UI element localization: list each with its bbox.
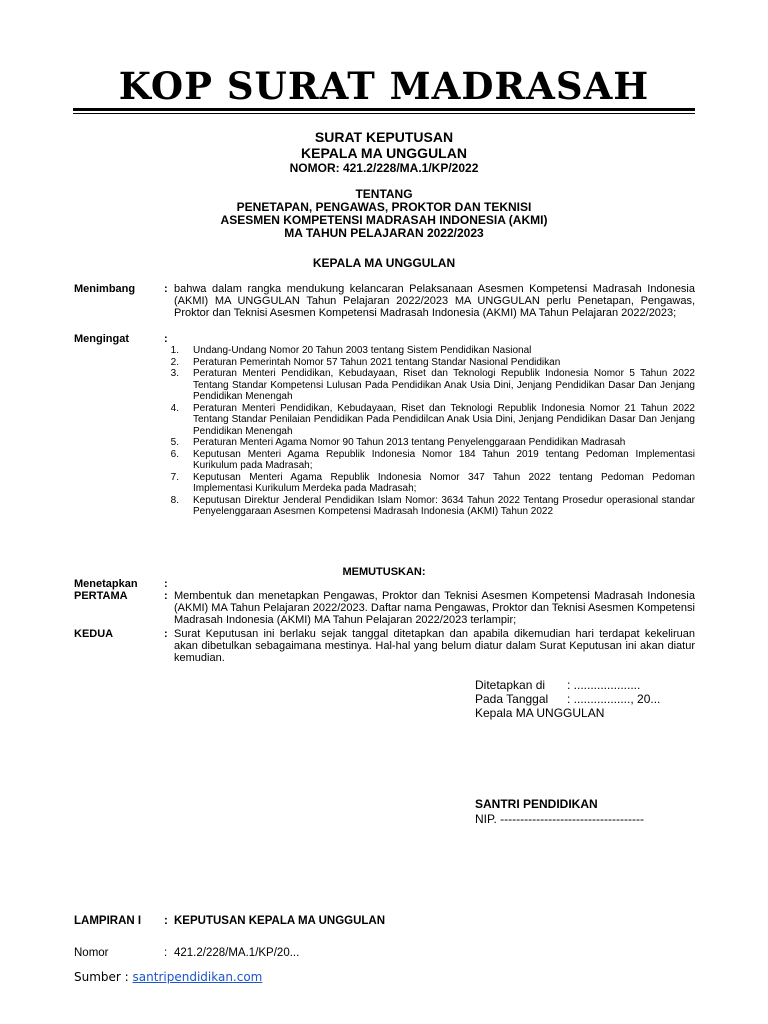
list-item — [166, 345, 695, 357]
mengingat-colon: : — [164, 333, 168, 345]
letterhead-rule-thick — [73, 108, 695, 111]
signature-place — [475, 678, 640, 692]
letterhead-title: KOP SURAT MADRASAH — [118, 64, 650, 108]
item-text: Undang-Undang Nomor 20 Tahun 2003 tentang Sistem Pendidikan Nasional — [193, 345, 532, 356]
memutuskan-heading: MEMUTUSKAN: — [342, 566, 426, 578]
item-number: 6. — [170, 448, 179, 460]
item-text: Peraturan Menteri Pendidikan, Kebudayaan, Riset dan Teknologi Republik Indonesia Nomor 5 Tahun 2022 Tentang Standar Kompetensi Lulusan Pada Pendidikan Anak Usia Dini, Jenjang Pendidikan Dasar Dan Jenjang Pendidikan Menengah — [193, 368, 695, 402]
item-text: Keputusan Menteri Agama Republik Indonesia Nomor 184 Tahun 2019 tentang Pedoman Implementasi Kurikulum pada Madrasah; — [193, 448, 695, 471]
item-number: 8. — [170, 494, 179, 506]
list-item — [166, 357, 695, 369]
nomor-label: Nomor — [74, 947, 109, 959]
place-value: : .................... — [567, 678, 641, 692]
decree-number: NOMOR: 421.2/228/MA.1/KP/2022 — [289, 161, 479, 175]
place-label: Ditetapkan di — [475, 678, 546, 692]
mengingat-list — [166, 345, 695, 518]
menimbang-colon: : — [164, 283, 168, 295]
date-label: Pada Tanggal — [475, 692, 549, 706]
list-item — [166, 403, 695, 438]
item-number: 1. — [170, 345, 179, 356]
lampiran-label: LAMPIRAN I — [74, 915, 142, 927]
signature-nip: NIP. ------------------------------------ — [475, 812, 644, 826]
item-number: 5. — [170, 437, 179, 448]
source-link[interactable]: santripendidikan.com — [132, 970, 263, 984]
lampiran-title: KEPUTUSAN KEPALA MA UNGGULAN — [174, 915, 386, 927]
menimbang-label: Menimbang — [74, 283, 136, 295]
mengingat-label: Mengingat — [74, 333, 129, 345]
nomor-value: 421.2/228/MA.1/KP/20... — [174, 947, 300, 959]
item-text: Keputusan Menteri Agama Republik Indonesia Nomor 347 Tahun 2022 tentang Pedoman Pedoman Implementasi Kurikulum Merdeka pada Madrasah; — [193, 471, 695, 494]
list-item — [166, 472, 695, 495]
decree-subject-line: MA TAHUN PELAJARAN 2022/2023 — [284, 226, 484, 240]
pertama-text: Membentuk dan menetapkan Pengawas, Proktor dan Teknisi Asesmen Kompetensi Madrasah Indonesia (AKMI) MA Tahun Pelajaran 2022/2023. Daftar nama Pengawas, Proktor dan Teknisi Asesmen Kompetensi Madrasah Indonesia (AKMI) MA Tahun Pelajaran 2022/2023 terlampir; — [174, 590, 695, 626]
signature-name: SANTRI PENDIDIKAN — [475, 797, 598, 811]
decree-authority: KEPALA MA UNGGULAN — [312, 256, 456, 270]
menimbang-text: bahwa dalam rangka mendukung kelancaran Pelaksanaan Asesmen Kompetensi Madrasah Indonesia (AKMI) MA UNGGULAN Tahun Pelajaran 2022/2023 MA UNGGULAN perlu Penetapan, Pengawas, Proktor dan Teknisi Asesmen Kompetensi Madrasah Indonesia (AKMI) MA Tahun Pelajaran 2022/2023; — [174, 283, 695, 319]
menetapkan-colon: : — [164, 578, 168, 590]
item-number: 4. — [170, 402, 179, 414]
kedua-text: Surat Keputusan ini berlaku sejak tanggal ditetapkan dan apabila dikemudian hari terdapat kekeliruan akan dibetulkan sebagaimana mestinya. Hal-hal yang belum diatur dalam Surat Keputusan ini akan diatur kemudian. — [174, 628, 695, 664]
list-item — [166, 449, 695, 472]
item-number: 3. — [170, 368, 179, 379]
kedua-label: KEDUA — [74, 628, 114, 640]
decree-type: SURAT KEPUTUSAN — [314, 129, 454, 145]
signature-position: Kepala MA UNGGULAN — [475, 706, 605, 720]
letterhead-rule-thin — [73, 113, 695, 114]
decree-about: TENTANG — [355, 187, 413, 201]
item-number: 2. — [170, 356, 179, 368]
item-text: Peraturan Pemerintah Nomor 57 Tahun 2021 tentang Standar Nasional Pendidikan — [193, 356, 561, 368]
decree-subject-line: PENETAPAN, PENGAWAS, PROKTOR DAN TEKNISI — [236, 200, 532, 214]
menetapkan-label: Menetapkan — [74, 578, 138, 590]
item-text: Peraturan Menteri Pendidikan, Kebudayaan, Riset dan Teknologi Republik Indonesia Nomor 21 Tahun 2022 Tentang Standar Penilaian Pendidikan Pada Pendidilcan Anak Usia Dini, Jenjang Pendidikan Dasar Dan Jenjang Pendidikan Menengah — [193, 402, 695, 437]
signature-date — [475, 692, 660, 706]
pertama-label: PERTAMA — [74, 590, 128, 602]
list-item — [166, 495, 695, 518]
date-value: : ................., 20... — [567, 692, 661, 706]
nomor-colon: : — [164, 947, 168, 959]
decree-issuer: KEPALA MA UNGGULAN — [301, 145, 467, 161]
lampiran-colon: : — [164, 915, 168, 927]
source-label: Sumber : — [74, 970, 129, 984]
item-text: Peraturan Menteri Agama Nomor 90 Tahun 2013 tentang Penyelenggaraan Pendidikan Madrasah — [193, 437, 626, 448]
list-item — [166, 368, 695, 403]
item-number: 7. — [170, 471, 179, 483]
source-line — [74, 970, 262, 984]
pertama-colon: : — [164, 590, 168, 602]
kedua-colon: : — [164, 628, 168, 640]
item-text: Keputusan Direktur Jenderal Pendidikan Islam Nomor: 3634 Tahun 2022 Tentang Prosedur operasional standar Penyelenggaraan Asesmen Kompetensi Madrasah Indonesia (AKMI) Tahun 2022 — [193, 494, 695, 517]
decree-subject-line: ASESMEN KOMPETENSI MADRASAH INDONESIA (AKMI) — [220, 213, 548, 227]
list-item — [166, 437, 695, 449]
